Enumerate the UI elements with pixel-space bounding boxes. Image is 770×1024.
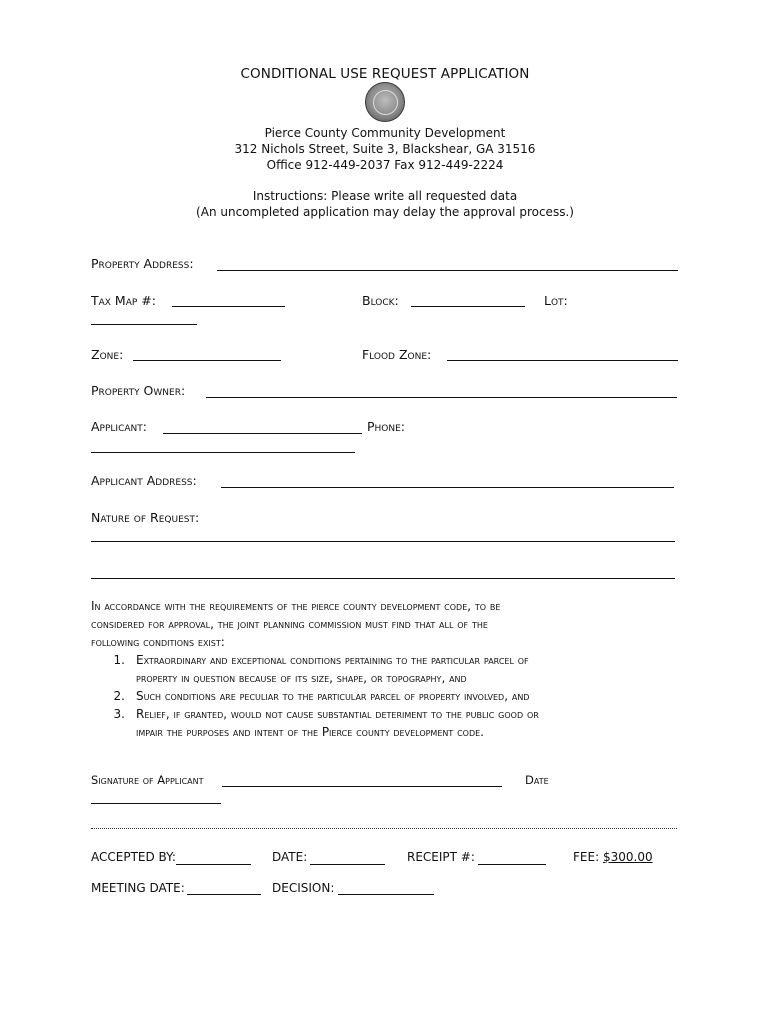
instructions-line-2: (An uncompleted application may delay the approval process.) bbox=[196, 205, 574, 219]
signature-line[interactable] bbox=[222, 786, 502, 787]
condition-2-line-1: Such conditions are peculiar to the particular parcel of property involved, and bbox=[136, 689, 530, 703]
receipt-label: RECEIPT #: bbox=[407, 850, 475, 864]
applicant-address-label: Applicant Address: bbox=[91, 473, 197, 488]
nature-of-request-line-1[interactable] bbox=[91, 541, 675, 542]
condition-3-line-1: Relief, if granted, would not cause substantial deteriment to the public good or bbox=[136, 707, 539, 721]
applicant-line[interactable] bbox=[163, 433, 362, 434]
property-address-label: Property Address: bbox=[91, 256, 194, 271]
property-owner-line[interactable] bbox=[206, 397, 677, 398]
condition-3-line-2: impair the purposes and intent of the Pierce county development code. bbox=[136, 725, 484, 739]
block-label: Block: bbox=[362, 293, 399, 308]
condition-3-number: 3. bbox=[113, 707, 125, 721]
flood-zone-label: Flood Zone: bbox=[362, 347, 432, 362]
conditions-intro-line-3: following conditions exist: bbox=[91, 635, 225, 649]
conditions-intro-line-1: In accordance with the requirements of the pierce county development code, to be bbox=[91, 599, 501, 613]
condition-1-number: 1. bbox=[113, 653, 125, 667]
condition-2-number: 2. bbox=[113, 689, 125, 703]
instructions-line-1: Instructions: Please write all requested data bbox=[252, 189, 518, 203]
signature-date-line[interactable] bbox=[91, 803, 221, 804]
accepted-by-label: ACCEPTED BY: bbox=[91, 850, 176, 864]
phone-line[interactable] bbox=[91, 452, 355, 453]
county-seal-icon bbox=[365, 82, 405, 122]
condition-1-line-1: Extraordinary and exceptional conditions pertaining to the particular parcel of bbox=[136, 653, 529, 667]
org-address: 312 Nichols Street, Suite 3, Blackshear, GA 31516 bbox=[234, 142, 536, 156]
receipt-line[interactable] bbox=[478, 864, 546, 865]
page-title: CONDITIONAL USE REQUEST APPLICATION bbox=[240, 66, 530, 82]
property-address-line[interactable] bbox=[217, 270, 678, 271]
office-date-line[interactable] bbox=[310, 864, 385, 865]
zone-line[interactable] bbox=[133, 360, 281, 361]
decision-line[interactable] bbox=[338, 894, 434, 895]
applicant-label: Applicant: bbox=[91, 419, 147, 434]
phone-label: Phone: bbox=[367, 419, 406, 434]
decision-label: DECISION: bbox=[272, 881, 335, 895]
nature-of-request-label: Nature of Request: bbox=[91, 510, 200, 525]
fee-value: $300.00 bbox=[603, 850, 653, 864]
signature-label: Signature of Applicant bbox=[91, 773, 204, 787]
zone-label: Zone: bbox=[91, 347, 124, 362]
accepted-by-line[interactable] bbox=[176, 864, 251, 865]
meeting-date-label: MEETING DATE: bbox=[91, 881, 185, 895]
meeting-date-line[interactable] bbox=[187, 894, 261, 895]
tax-map-label: Tax Map #: bbox=[91, 293, 156, 308]
tax-map-line[interactable] bbox=[172, 306, 285, 307]
signature-date-label: Date bbox=[525, 773, 549, 787]
org-phones: Office 912-449-2037 Fax 912-449-2224 bbox=[266, 158, 504, 172]
property-owner-label: Property Owner: bbox=[91, 383, 186, 398]
divider bbox=[91, 828, 677, 829]
fee-label: FEE: bbox=[573, 850, 600, 864]
lot-label: Lot: bbox=[544, 293, 568, 308]
lot-line[interactable] bbox=[91, 324, 197, 325]
flood-zone-line[interactable] bbox=[447, 360, 678, 361]
nature-of-request-line-2[interactable] bbox=[91, 578, 675, 579]
conditions-list bbox=[0, 651, 770, 741]
conditions-intro-line-2: considered for approval, the joint planning commission must find that all of the bbox=[91, 617, 488, 631]
block-line[interactable] bbox=[411, 306, 525, 307]
org-name: Pierce County Community Development bbox=[264, 126, 506, 140]
office-date-label: DATE: bbox=[272, 850, 308, 864]
condition-1-line-2: property in question because of its size, shape, or topography, and bbox=[136, 671, 467, 685]
applicant-address-line[interactable] bbox=[221, 487, 674, 488]
